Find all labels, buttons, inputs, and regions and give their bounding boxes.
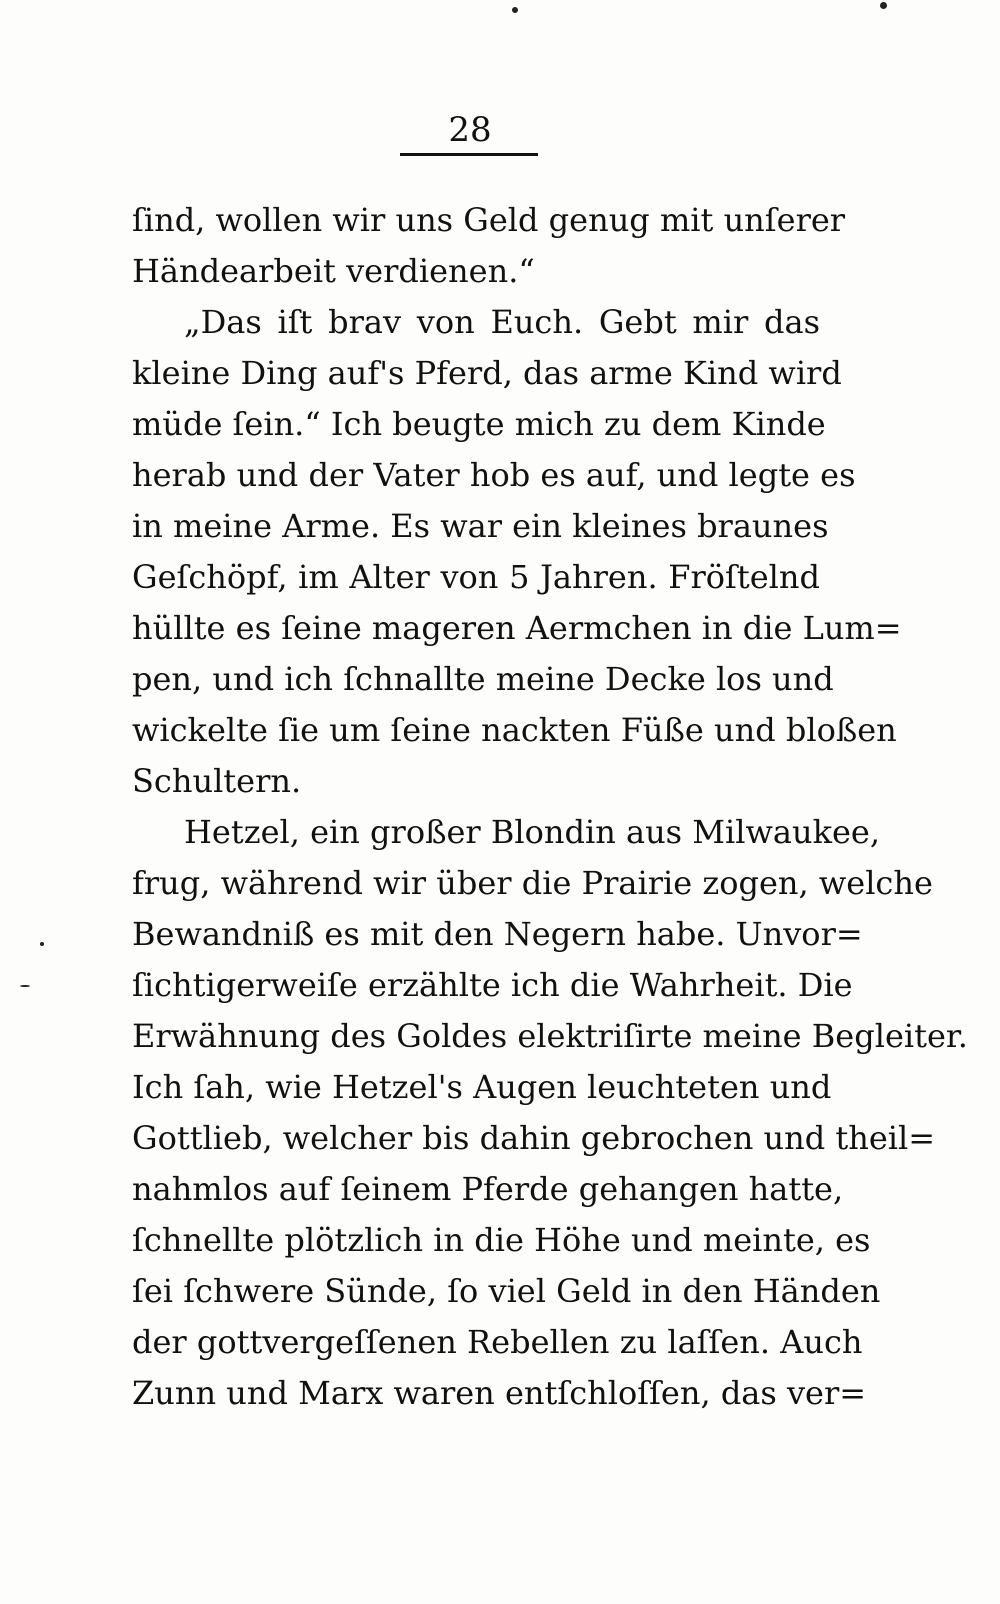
ink-speck	[880, 2, 887, 9]
text-line: müde ſein.“ Ich beugte mich zu dem Kinde	[132, 405, 826, 443]
text-line: „Das iſt brav von Euch. Gebt mir das	[184, 303, 820, 341]
text-line: ſei ſchwere Sünde, ſo viel Geld in den Händen	[132, 1272, 881, 1310]
text-line: ſchnellte plötzlich in die Höhe und meinte, es	[132, 1221, 871, 1259]
text-line: in meine Arme. Es war ein kleines braunes	[132, 507, 829, 545]
text-line: Hetzel, ein großer Blondin aus Milwaukee,	[184, 813, 881, 851]
text-line: Bewandniß es mit den Negern habe. Unvor=	[132, 915, 863, 953]
text-line: Geſchöpf, im Alter von 5 Jahren. Fröſtelnd	[132, 558, 820, 596]
text-line: frug, während wir über die Prairie zogen, welche	[132, 864, 933, 902]
text-line: Zunn und Marx waren entſchloſſen, das ver=	[132, 1374, 867, 1412]
text-line: ſichtigerweiſe erzählte ich die Wahrheit. Die	[132, 966, 853, 1004]
body-text	[132, 195, 968, 1419]
text-line: Erwähnung des Goldes elektriſirte meine Begleiter.	[132, 1017, 968, 1055]
header-rule	[400, 153, 538, 156]
text-line: wickelte ſie um ſeine nackten Füße und bloßen	[132, 711, 897, 749]
text-line: hüllte es ſeine mageren Aermchen in die Lum=	[132, 609, 902, 647]
text-line: Händearbeit verdienen.“	[132, 252, 535, 290]
text-line: nahmlos auf ſeinem Pferde gehangen hatte,	[132, 1170, 844, 1208]
text-line: Gottlieb, welcher bis dahin gebrochen und theil=	[132, 1119, 936, 1157]
text-line: Ich ſah, wie Hetzel's Augen leuchteten und	[132, 1068, 832, 1106]
text-line: pen, und ich ſchnallte meine Decke los und	[132, 660, 834, 698]
text-line: kleine Ding auf's Pferd, das arme Kind wird	[132, 354, 842, 392]
ink-speck	[512, 7, 518, 13]
text-line: Schultern.	[132, 762, 302, 800]
text-line: der gottvergeſſenen Rebellen zu laſſen. Auch	[132, 1323, 863, 1361]
text-line: herab und der Vater hob es auf, und legte es	[132, 456, 856, 494]
ink-speck	[40, 942, 44, 946]
ink-speck	[20, 985, 30, 987]
text-line: ſind, wollen wir uns Geld genug mit unſerer	[132, 201, 846, 239]
page-number: 28	[448, 110, 492, 150]
